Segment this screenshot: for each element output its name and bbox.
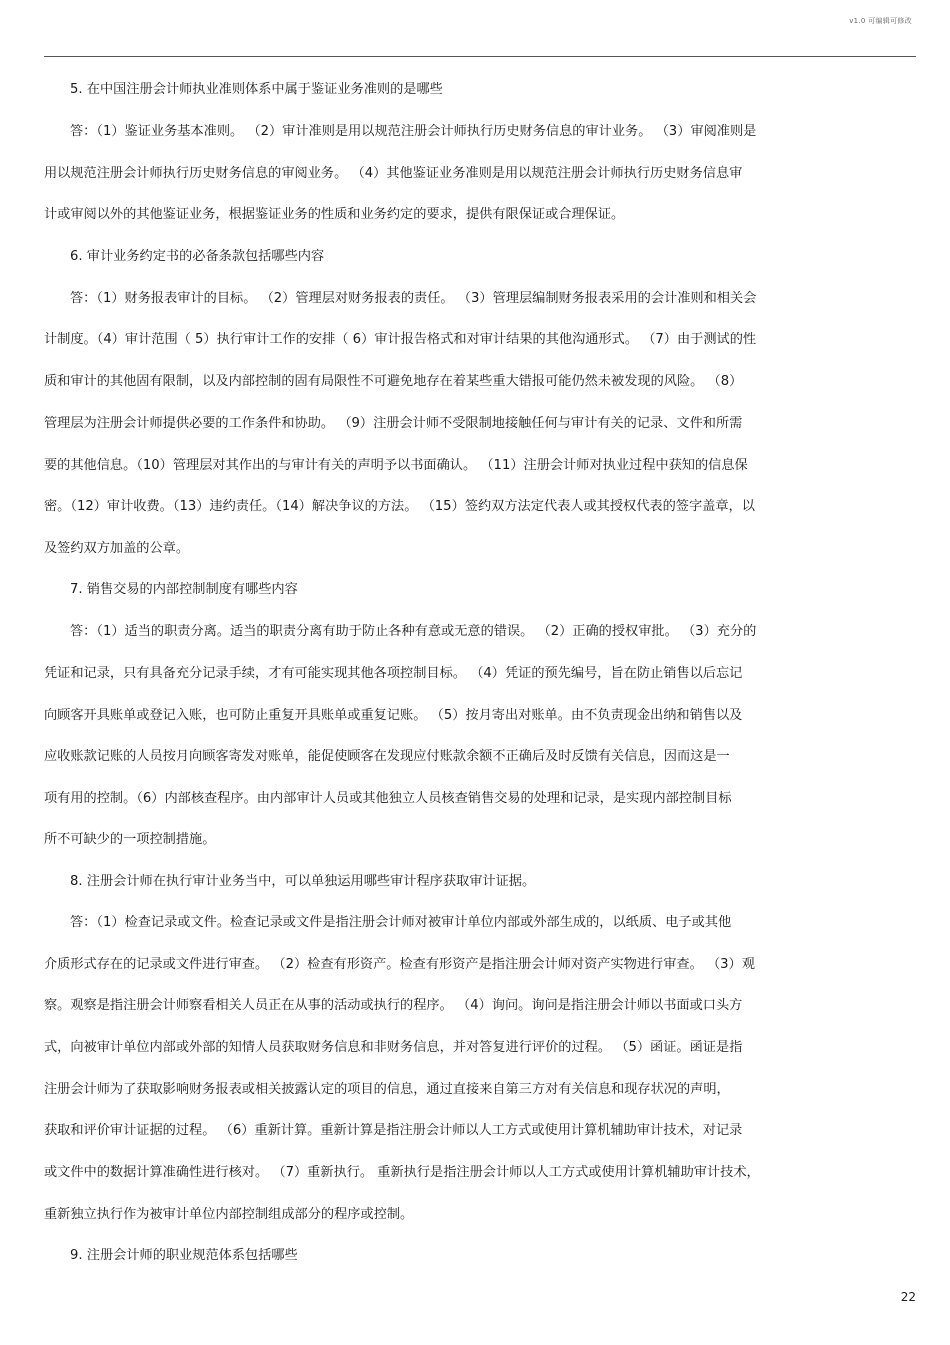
answer-6-line-7: 及签约双方加盖的公章。 <box>44 541 190 556</box>
answer-6-line-3: 质和审计的其他固有限制，以及内部控制的固有局限性不可避免地存在着某些重大错报可能仍然未被发现的风险。 （8） <box>44 374 743 389</box>
question-7: 7. 销售交易的内部控制制度有哪些内容 <box>70 582 298 597</box>
answer-6-line-5: 要的其他信息。（10）管理层对其作出的与审计有关的声明予以书面确认。 （11）注册会计师对执业过程中获知的信息保 <box>44 458 748 473</box>
answer-7-line-3: 向顾客开具账单或登记入账，也可防止重复开具账单或重复记账。 （5）按月寄出对账单。由不负责现金出纳和销售以及 <box>44 708 743 723</box>
page-number: 22 <box>900 1290 916 1304</box>
answer-5-line-2: 用以规范注册会计师执行历史财务信息的审阅业务。 （4）其他鉴证业务准则是用以规范注册会计师执行历史财务信息审 <box>44 166 743 181</box>
answer-6-line-6: 密。（12）审计收费。（13）违约责任。（14）解决争议的方法。 （15）签约双方法定代表人或其授权代表的签字盖章，以 <box>44 499 755 514</box>
question-6: 6. 审计业务约定书的必备条款包括哪些内容 <box>70 249 325 264</box>
answer-8-line-2: 介质形式存在的记录或文件进行审查。 （2）检查有形资产。检查有形资产是指注册会计师对资产实物进行审查。 （3）观 <box>44 957 755 972</box>
answer-6-line-4: 管理层为注册会计师提供必要的工作条件和协助。 （9）注册会计师不受限制地接触任何与审计有关的记录、文件和所需 <box>44 416 743 431</box>
answer-8-line-5: 注册会计师为了获取影响财务报表或相关披露认定的项目的信息，通过直接来自第三方对有关信息和现存状况的声明， <box>44 1082 730 1097</box>
answer-8-line-7: 或文件中的数据计算准确性进行核对。 （7）重新执行。 重新执行是指注册会计师以人工方式或使用计算机辅助审计技术， <box>44 1165 760 1180</box>
answer-8-line-4: 式，向被审计单位内部或外部的知情人员获取财务信息和非财务信息，并对答复进行评价的过程。 （5）函证。函证是指 <box>44 1040 743 1055</box>
question-5: 5. 在中国注册会计师执业准则体系中属于鉴证业务准则的是哪些 <box>70 82 443 97</box>
answer-8-line-3: 察。观察是指注册会计师察看相关人员正在从事的活动或执行的程序。 （4）询问。询问是指注册会计师以书面或口头方 <box>44 998 743 1013</box>
answer-8-line-8: 重新独立执行作为被审计单位内部控制组成部分的程序或控制。 <box>44 1207 414 1222</box>
answer-6-line-1: 答：（1）财务报表审计的目标。 （2）管理层对财务报表的责任。 （3）管理层编制财务报表采用的会计准则和相关会 <box>70 291 757 306</box>
answer-5-line-1: 答：（1）鉴证业务基本准则。 （2）审计准则是用以规范注册会计师执行历史财务信息的审计业务。 （3）审阅准则是 <box>70 124 757 139</box>
answer-8-line-1: 答：（1）检查记录或文件。检查记录或文件是指注册会计师对被审计单位内部或外部生成的，以纸质、电子或其他 <box>70 915 732 930</box>
answer-8-line-6: 获取和评价审计证据的过程。 （6）重新计算。重新计算是指注册会计师以人工方式或使用计算机辅助审计技术，对记录 <box>44 1123 743 1138</box>
question-9: 9. 注册会计师的职业规范体系包括哪些 <box>70 1248 298 1263</box>
header-note: v1.0 可编辑可修改 <box>849 17 912 25</box>
answer-7-line-1: 答：（1）适当的职责分离。适当的职责分离有助于防止各种有意或无意的错误。 （2）正确的授权审批。 （3）充分的 <box>70 624 757 639</box>
question-8: 8. 注册会计师在执行审计业务当中，可以单独运用哪些审计程序获取审计证据。 <box>70 874 536 889</box>
answer-7-line-2: 凭证和记录，只有具备充分记录手续，才有可能实现其他各项控制目标。 （4）凭证的预先编号，旨在防止销售以后忘记 <box>44 666 743 681</box>
answer-5-line-3: 计或审阅以外的其他鉴证业务，根据鉴证业务的性质和业务约定的要求，提供有限保证或合理保证。 <box>44 207 625 222</box>
answer-7-line-5: 项有用的控制。（6）内部核查程序。由内部审计人员或其他独立人员核查销售交易的处理和记录，是实现内部控制目标 <box>44 791 732 806</box>
answer-7-line-6: 所不可缺少的一项控制措施。 <box>44 832 216 847</box>
answer-7-line-4: 应收账款记账的人员按月向顾客寄发对账单，能促使顾客在发现应付账款余额不正确后及时反馈有关信息，因而这是一 <box>44 749 730 764</box>
answer-6-line-2: 计制度。（4）审计范围（ 5）执行审计工作的安排（ 6）审计报告格式和对审计结果的其他沟通形式。 （7）由于测试的性 <box>44 332 757 347</box>
header-rule <box>44 56 916 57</box>
